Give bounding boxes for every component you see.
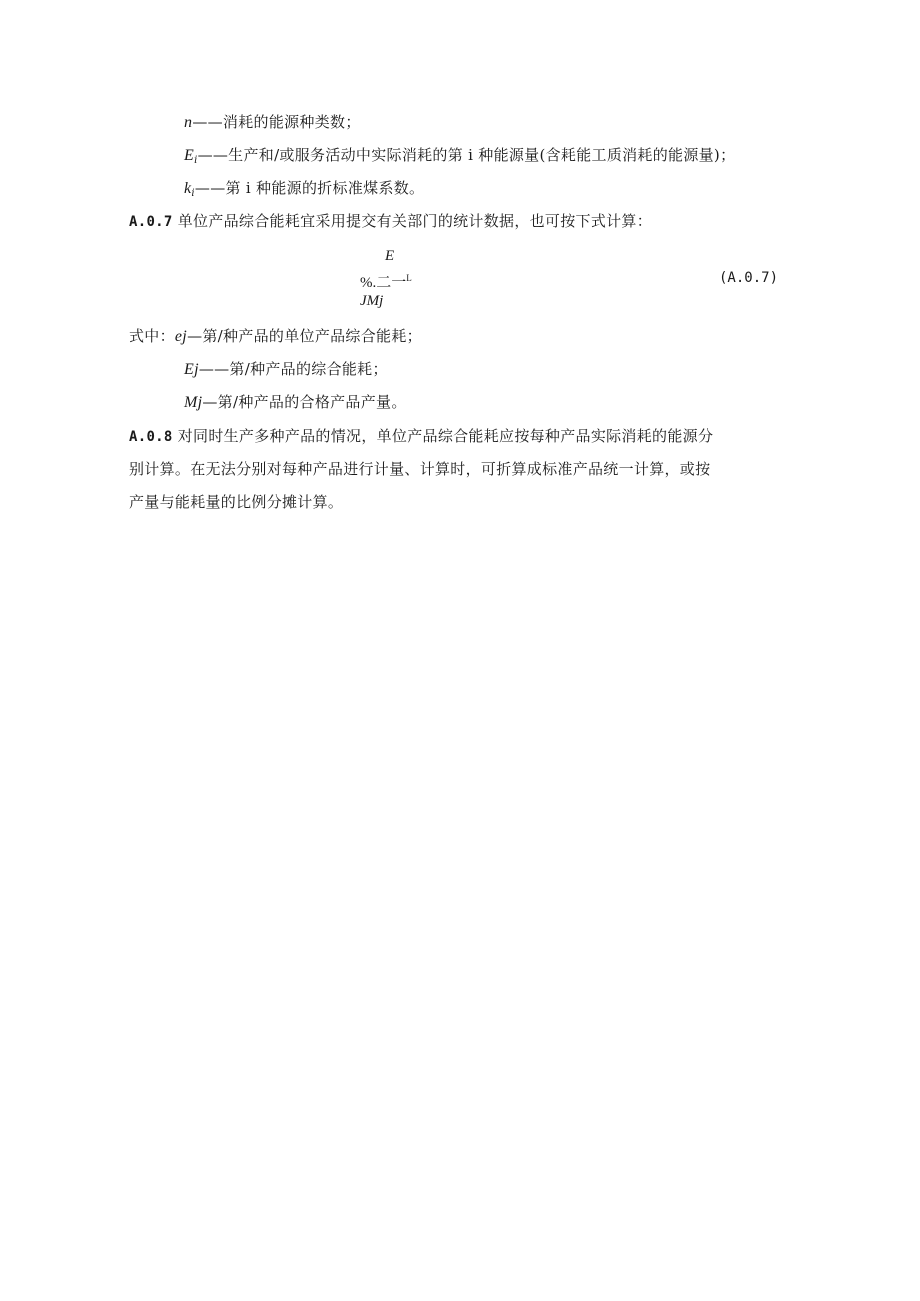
symbol: n — [184, 114, 193, 131]
symbol-subscript: i — [194, 155, 198, 166]
equation-number: (A.0.7) — [719, 270, 779, 286]
definition-text: ——第 i 种能源的折标准煤系数。 — [194, 179, 425, 197]
where-label: 式中： — [129, 327, 175, 345]
formula-denominator: JMj — [360, 293, 384, 309]
clause-a08-line-3: 产量与能耗量的比例分摊计算。 — [129, 493, 344, 511]
formula-main — [360, 268, 412, 293]
definition-Ej — [184, 359, 388, 380]
formula-superscript: L — [406, 273, 412, 283]
formula-body: %.二一 — [360, 275, 407, 291]
definition-text: ——消耗的能源种类数； — [192, 113, 361, 131]
definition-ki — [184, 178, 424, 204]
clause-a07 — [129, 211, 652, 232]
definition-text: —第/种产品的合格产品产量。 — [202, 393, 407, 411]
symbol: E — [184, 147, 195, 164]
clause-a08-line-2: 别计算。在无法分别对每种产品进行计量、计算时，可折算成标准产品统一计算，或按 — [129, 460, 711, 478]
symbol: ej — [174, 328, 188, 345]
definition-ei — [184, 145, 735, 171]
clause-text: 单位产品综合能耗宜采用提交有关部门的统计数据，也可按下式计算： — [177, 212, 653, 230]
symbol: Ej — [184, 361, 199, 378]
definition-text: ——生产和/或服务活动中实际消耗的第 i 种能源量(含耗能工质消耗的能源量)； — [197, 146, 736, 164]
clause-number: A.0.7 — [129, 214, 173, 230]
symbol: Mj — [184, 394, 203, 411]
clause-a08 — [129, 426, 713, 447]
clause-text-line: 对同时生产多种产品的情况，单位产品综合能耗应按每种产品实际消耗的能源分 — [177, 427, 714, 445]
definition-n — [184, 112, 361, 133]
definition-ej — [129, 326, 422, 347]
formula-numerator: E — [385, 248, 395, 264]
symbol: k — [184, 180, 192, 197]
definition-text: ——第/种产品的综合能耗； — [198, 360, 388, 378]
definition-Mj — [184, 392, 407, 413]
symbol-subscript: i — [191, 188, 195, 199]
clause-number: A.0.8 — [129, 429, 173, 445]
definition-text: —第/种产品的单位产品综合能耗； — [187, 327, 422, 345]
